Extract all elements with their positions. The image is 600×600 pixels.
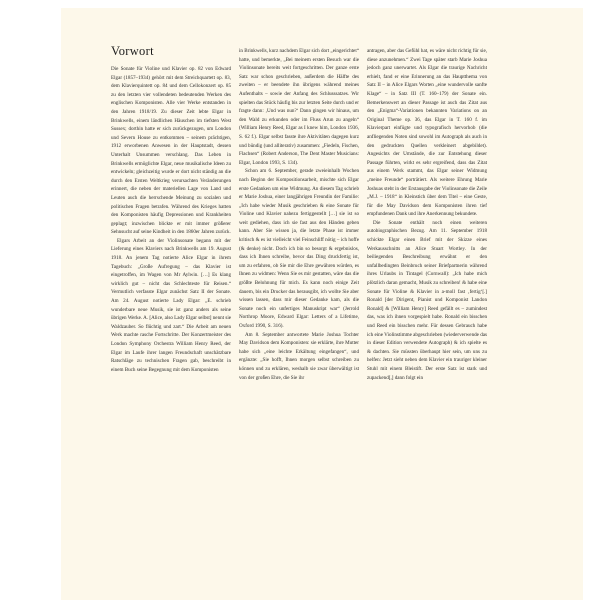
page-heading: Vorwort (111, 44, 154, 58)
paragraph: Die Sonate für Violine und Klavier op. 82 von Edward Elgar (1857–1934) gehört mit dem Streichquartett op. 83, dem Klavierquintett op. 84 und dem Cellokonzert op. 85 zu den letzten vier vollendeten bedeutenden Werken des englischen Komponisten. Alle vier Werke entstanden in den Jahren 1918/19. Zu dieser Zeit lebte Elgar in Brinkwells, einem ländlichen Häuschen im tiefsten West Sussex; dorthin hatte er sich zurückgezogen, um London und Severn House zu entkommen – seinem prächtigen, 1912 erworbenen Anwesen in der Hauptstadt, dessen Unterhalt Unsummen verschlang. Das Leben in Brinkwells ermöglichte Elgar, neue musikalische Ideen zu entwickeln; gleichzeitig wurde er dort nicht ständig an die durch den Ersten Weltkrieg verursachten Veränderungen erinnert, die neben der materiellen Lage von Land und Leuten auch die herrschende Meinung zu sozialen und politischen Fragen betrafen. Während des Krieges hatten den Komponisten häufig Depressionen und Krankheiten geplagt; inzwischen blickte er mit immer größerer Sehnsucht auf seine Kindheit in den 1860er Jahren zurück. (111, 66, 231, 236)
paragraph: antragen, aber das Gefühl hat, es wäre nicht richtig für sie, diese anzunehmen.“ Zwei Tage später starb Marie Joshua jedoch ganz unerwartet. Als Elgar die traurige Nachricht erhielt, fand er eine Erinnerung an das Hauptthema von Satz II – in Alice Elgars Worten „eine wundervolle sanfte Klage“ – in Satz III (T. 160–179) der Sonate ein. Bemerkenswert an dieser Passage ist auch das Zitat aus den „Enigma“-Variationen bekannten Variations on an Original Theme op. 36, das Elgar in T. 160 f. im Klavierpart einfügte und typografisch hervorhob (die anfliegenden Noten sind sowohl im Autograph als auch in den gedruckten Quellen verkleinert abgebildet). Angesichts der Umstände, die zur Entstehung dieser Passage führten, wirkt es sehr ergreifend, dass das Zitat aus einem Werk stammt, das Elgar seiner Widmung „meine Freunde“ porträtiert. Als weitere Ehrung Marie Joshuas steht in der Erstausgabe der Violinsonate die Zeile „M.J. – 1918“ in Kleinstich über dem Titel – eine Geste, für die May Davidson dem Komponisten ihren tief empfundenen Dank und ihre Anerkennung bekundete. (367, 48, 487, 218)
document-page (61, 8, 583, 600)
paragraph: Elgars Arbeit an der Violinsonate begann mit der Lieferung eines Klaviers nach Brinkwells am 19. August 1918. An jenem Tag notierte Alice Elgar in ihrem Tagebuch: „Große Aufregung – das Klavier ist eingetroffen, im Wagen von Mr Aylwin. […] Es klang wirklich gut – nicht das Schlechteste für Reisen.“ Vermutlich verfasste Elgar zunächst Satz II der Sonate. Am 24. August notierte Lady Elgar: „E. schrieb wunderbare neue Musik, sie ist ganz anders als seine übrigen Werke. A. [Alice, also Lady Elgar selbst] nennt sie Waldzauber. So flüchtig und zart.“ Die Arbeit am neuen Werk machte rasche Fortschritte. Der Konzertmeister des London Symphony Orchestra William Henry Reed, der Elgar im Laufe ihrer langen Freundschaft unschätzbare Ratschläge zu technischen Fragen gab, beschreibt in einem Buch seine Begegnung mit dem Komponisten (111, 237, 232, 373)
paragraph: in Brinkwells, kurz nachdem Elgar sich dort „eingerichtet“ hatte, und bemerkte, „Bei meinem ersten Besuch war die Violinsonate bereits weit fortgeschritten. Der ganze erste Satz war schon geschrieben, außerdem die Hälfte des zweiten – er beendete ihn übrigens während meines Aufenthalts – sowie der Anfang des Schlusssatzes. Wir spielten das Stück häufig bis zur letzten Seite durch und er fragte dann: ‚Und was nun?‘ Dann gingen wir hinaus, um den Wald zu erkunden oder im Fluss Arun zu angeln“ (William Henry Reed, Elgar as I knew him, London 1936, S. 62 f.). Elgar selbst fasste ihre Aktivitäten dagegen kurz und bündig (und alliterativ) zusammen: „Fiedeln, Fischen, Flachsen“ (Robert Anderson, The Dent Master Musicians: Elgar, London 1993, S. 134). (239, 48, 359, 166)
paragraph: Schon am 6. September, gerade zweieinhalb Wochen nach Beginn der Kompositionsarbeit, mischte sich Elgar erste Gedanken um eine Widmung. An diesem Tag schrieb er Marie Joshua, einer langjährigen Freundin der Familie: „Ich habe wieder Musik geschrieben & eine Sonate für Violine und Klavier nahezu fertiggestellt […] sie ist so weit gediehen, dass ich sie fast aus den Händen geben kann. Aber Sie wissen ja, die letzte Phase ist immer kritisch & es ist vielleicht viel Feinschliff nötig – ich hoffe (& denke) nicht. Doch ich bin so besorgt & ergebnislos, dass ich Ihnen schreibe, bevor das Ding druckfertig ist, um zu erfahren, ob Sie mir die Ehre gewähren würden, es Ihnen zu widmen: Wenn Sie es mir gestatten, wäre das die größte Belohnung für mich. Es kann noch einige Zeit dauern, bis ein Drucker das herausgibt, ich wollte Sie aber wissen lassen, dass mir dieser Gedanke kam, als die Sonate noch ein unfertiges Manuskript war“ (Jerrold Northrop Moore, Edward Elgar: Letters of a Lifetime, Oxford 1990, S. 316). (239, 168, 359, 329)
text-column-2 (239, 47, 359, 382)
paragraph: Die Sonate enthält noch einen weiteren autobiographischen Bezug. Am 11. September 1918 schickte Elgar einen Brief mit der Skizze eines Werkausschnitts an Alice Stuart Wortley. In der beiliegenden Beschreibung erwähnt er den unfallbedingten Beinbruch seiner Briefpartnerin während ihres Urlaubs in Tintagel (Cornwall): „Ich habe mich plötzlich daran gemacht, Musik zu schreiben! & habe eine Sonate für Violine & Klavier in a-moll fast ‚fertig‘[.] Ronald [der Dirigent, Pianist und Komponist Landon Ronald] & [William Henry] Reed gefällt es – zumindest das, was ich ihnen vorgespielt habe. Ronald ein bisschen und Reed ein bisschen mehr. Für dessen Gebrauch habe ich eine Violinstimme abgeschrieben (wiederverwende das in dieser Edition verwendete Autograph) & ich spielte es & dachten. Sie müssten überhaupt hier sein, um uns zu helfen: Jetzt sieht neben dem Klavier ein trauriger kleiner Stuhl mit einem Bleistift. Der erste Satz ist stark und zupackend[,] dann folgt ein (367, 219, 487, 381)
text-column-1 (111, 65, 231, 374)
text-column-3 (367, 47, 487, 382)
paragraph: Am 8. September antwortete Marie Joshua Tochter May Davidson dem Komponisten: sie erklärte, ihre Mutter habe sich „eine leichte Erkältung eingefangen“, und ergänzte: „Sie hofft, Ihnen morgen selbst schreiben zu können und zu erklären, weshalb sie zwar überwältigt ist von der großen Ehre, die Sie ihr (239, 331, 359, 381)
